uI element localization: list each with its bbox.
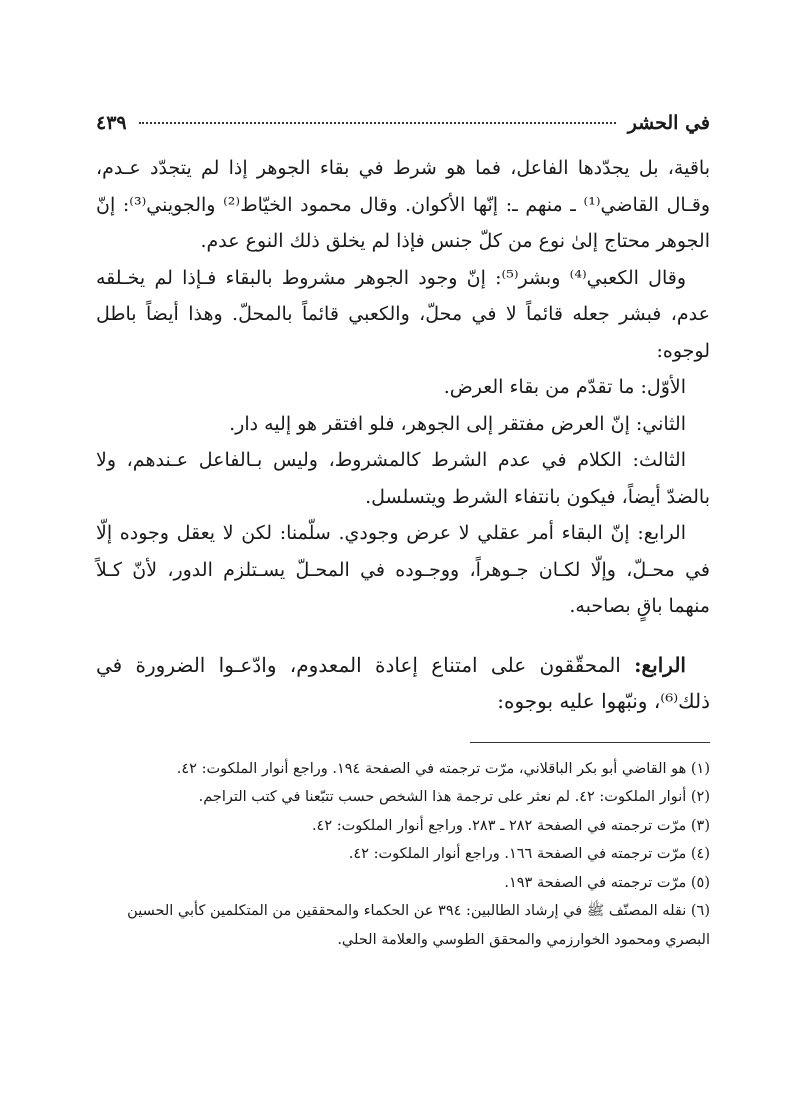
- paragraph-3: الأوّل: ما تقدّم من بقاء العرض.: [443, 376, 686, 398]
- leader-dots: [139, 122, 616, 124]
- main-text: [96, 150, 710, 720]
- footnote-4: (٤) مرّت ترجمته في الصفحة ١٦٦. وراجع أنوار الملكوت: ٤٢.: [348, 846, 710, 862]
- paragraph-2: وقال الكعبي⁽⁴⁾ وبشر⁽⁵⁾: إنّ وجود الجوهر مشروط بالبقاء فـإذا لم يخـلقه عدم، فبشر جعله قائماً لا في محلّ، والكعبي قائماً بالمحلّ. وهذا أيضاً باطل لوجوه:: [96, 266, 710, 362]
- page: [96, 112, 710, 954]
- running-title: في الحشر: [627, 112, 710, 134]
- paragraph-7: [96, 647, 710, 720]
- footnotes: [96, 755, 710, 955]
- paragraph-1: باقية، بل يجدّدها الفاعل، فما هو شرط في بقاء الجوهر إذا لم يتجدّد عـدم، وقـال القاضي⁽¹⁾ ـ منهم ـ: إنّها الأكوان. وقال محمود الخيّاط⁽²⁾ والجويني⁽³⁾: إنّ الجوهر محتاج إلىٰ نوع من كلّ جنس فإذا لم يخلق ذلك النوع عدم.: [96, 157, 711, 252]
- footnote-divider: [470, 742, 710, 743]
- section-gap: [96, 625, 710, 647]
- running-header: [96, 112, 710, 142]
- footnote-2: (٢) أنوار الملكوت: ٤٢. لم نعثر على ترجمة هذا الشخص حسب تتبّعنا في كتب التراجم.: [198, 789, 710, 805]
- paragraph-6: الرابع: إنّ البقاء أمر عقلي لا عرض وجودي. سلّمنا: لكن لا يعقل وجوده إلّا في محـلّ، وإلّا لكـان جـوهراً، ووجـوده في المحـلّ يسـتلزم الدور، لأنّ كـلاً منهما باقٍ بصاحبه.: [96, 522, 710, 617]
- footnote-5: (٥) مرّت ترجمته في الصفحة ١٩٣.: [504, 874, 710, 891]
- paragraph-4: الثاني: إنّ العرض مفتقر إلى الجوهر، فلو افتقر هو إليه دار.: [229, 412, 686, 435]
- lead-keyword: الرابع:: [634, 652, 686, 677]
- footnote-3: (٣) مرّت ترجمته في الصفحة ٢٨٢ ـ ٢٨٣. وراجع أنوار الملكوت: ٤٢.: [311, 817, 710, 834]
- footnote-1: (١) هو القاضي أبو بكر الباقلاني، مرّت ترجمته في الصفحة ١٩٤. وراجع أنوار الملكوت: ٤٢.: [176, 760, 710, 777]
- page-number: ٤٣٩: [96, 112, 127, 134]
- paragraph-5: الثالث: الكلام في عدم الشرط كالمشروط، وليس بـالفاعل عـندهم، ولا بالضدّ أيضاً، فيكون بانتفاء الشرط ويتسلسل.: [96, 449, 710, 508]
- lead-text: المحقّقون على امتناع إعادة المعدوم، وادّعـوا الضرورة في ذلك⁽⁶⁾، ونبّهوا عليه بوجوه:: [96, 652, 710, 713]
- footnote-6: (٦) نقله المصنّف ﷺ في إرشاد الطالبين: ٣٩٤ عن الحكماء والمحققين من المتكلمين كأبي الحسين البصري ومحمود الخوارزمي والمحقق الطوسي والعلامة الحلي.: [127, 903, 710, 948]
